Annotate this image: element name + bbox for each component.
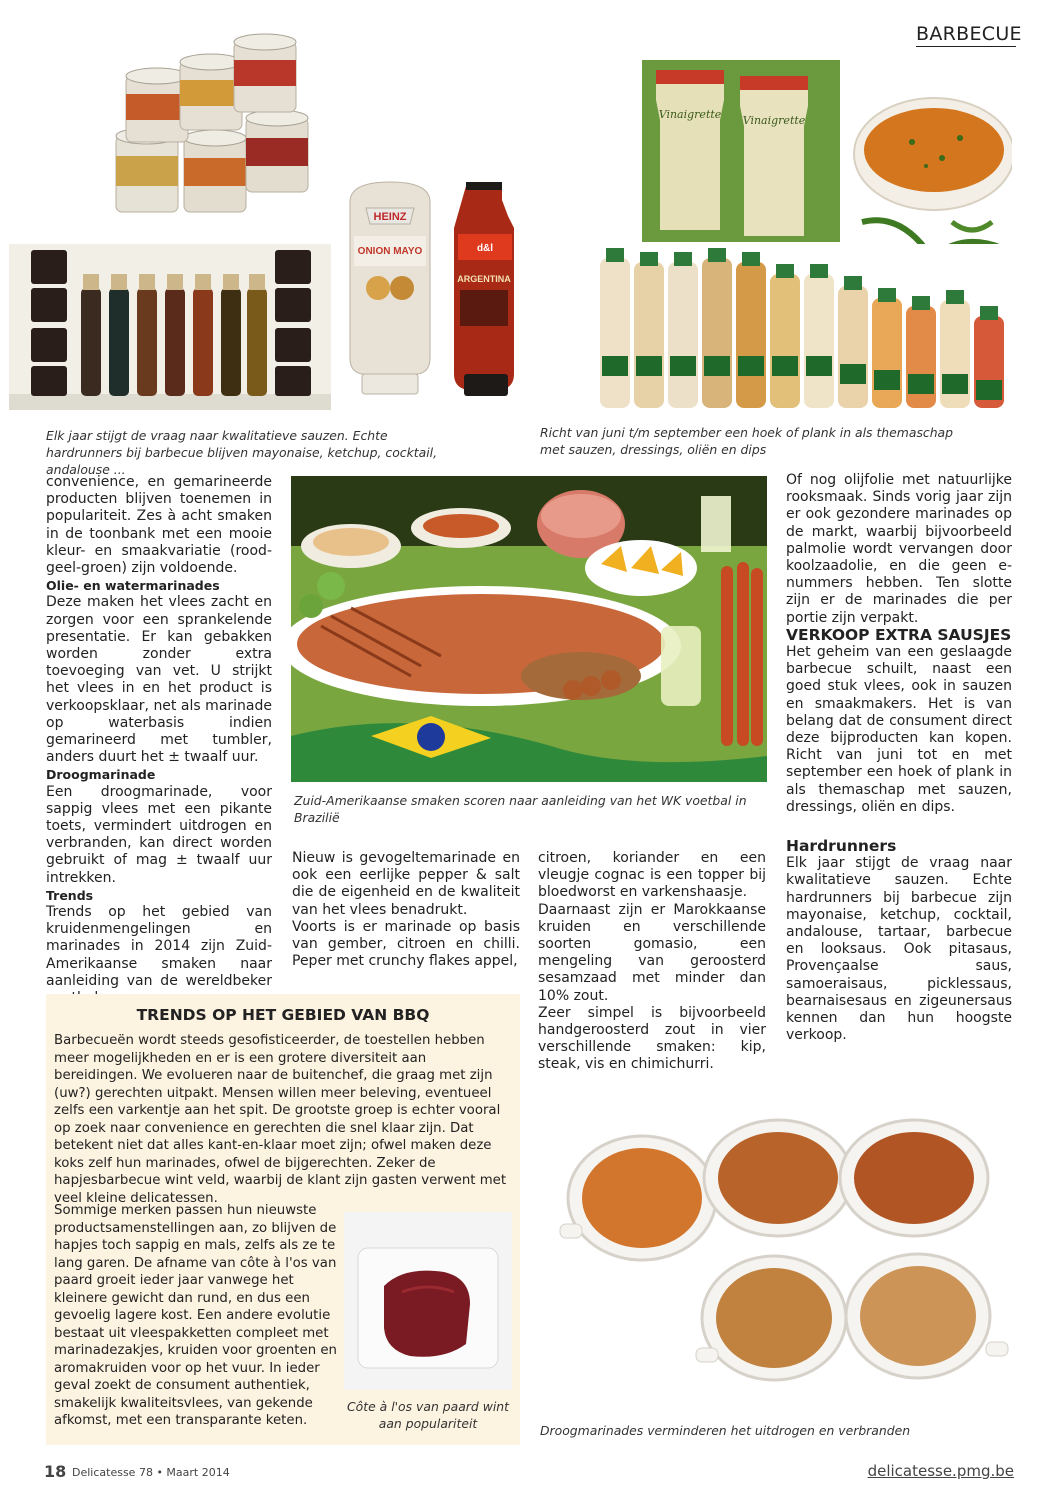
heading-olie-watermarinades: Olie- en watermarinades [46,578,220,594]
col3-paragraph-1: citroen, koriander en een vleugje cognac is een topper bij bloedworst en varkenshaasje. [538,850,766,901]
caption-meat: Côte à l'os van paard wint aan populariteit [347,1399,509,1431]
dl-product: ARGENTINA [457,274,511,284]
caption-spices: Droogmarinades verminderen het uitdrogen en verbranden [540,1423,911,1438]
vinaigrette-illustration [642,60,840,242]
column-2 [292,850,520,970]
heading-droogmarinade: Droogmarinade [46,767,156,783]
trends-box [46,994,520,1445]
photo-heinz-dl [336,178,546,400]
caption-sauces-left: Elk jaar stijgt de vraag naar kwalitatieve sauzen. Echte hardrunners bij barbecue blijven mayonaise, ketchup, cocktail, andalouse ... [46,428,438,477]
col2-paragraph-2: Voorts is er marinade op basis van gember, citroen en chilli. Peper met crunchy flakes appel, [292,918,520,970]
trends-box-paragraph-1: Barbecueën wordt steeds gesofisticeerder, de toestellen hebben meer mogelijkheden en er is een grotere diversiteit aan bereidingen. We evolueren naar de buitenchef, die graag met zijn (uw?) gerechten uitpakt. Mensen willen meer beleving, eventueel zelfs een varkentje aan het spit. De grootste groep is echter vooral op zoek naar convenience en gerechten die snel klaar zijn. Dat betekent niet dat alles kant-en-klaar moet zijn; ofwel maken deze koks zelf hun marinades, ofwel de bijgerechten. Zeker de hapjesbarbecue wint veld, waarbij de klant zijn gasten verwent met veel kleine delicatessen. [54,1033,507,1206]
col3-paragraph-3: Zeer simpel is bijvoorbeeld handgeroosterd zout in vier verschillende smaken: kip, steak, vis en chimichurri. [538,1004,766,1073]
heading-trends: Trends [46,887,94,903]
spices-illustration [558,1112,1012,1418]
photo-dressing-bottles [594,244,1012,416]
photo-horse-meat [344,1212,512,1390]
col1-paragraph-2: Deze maken het vlees zacht en zorgen voor een sprankelende presentatie. Er kan gebakken worden zonder extra toevoeging van vet. U strijkt het vlees in en het product is verkoopsklaar, net als marinade op waterbasis indien gemarineerd met tumbler, anders duurt het ± twaalf uur. [46,594,272,766]
buffet-illustration [291,476,767,782]
col2-paragraph-1: Nieuw is gevogeltemarinade en ook een eerlijke pepper & salt die de eigenheid en de kwaliteit van het vlees benadrukt. [292,850,520,918]
sauce-bottles-illustration [9,244,331,410]
dl-brand: d&l [476,243,494,254]
col1-paragraph-1: convenience, en gemarineerde producten blijven toenemen in populariteit. Zes à acht smaken in de toonbank met een mooie kleur- en smaakvariatie (rood-geel-groen) zijn voldoende. [46,474,272,577]
magazine-issue: Delicatesse 78 • Maart 2014 [72,1466,230,1479]
heinz-product: ONION MAYO [357,246,423,257]
col4-paragraph-1: Of nog olijfolie met natuurlijke rooksmaak. Sinds vorig jaar zijn er ook gezondere marinades op de markt, waarbij bijvoorbeeld palmolie wordt vervangen door koolzaadolie, en die geen e-nummers hebben. Ten slotte zijn er de marinades die per portie zijn verpakt. [786,472,1012,626]
photo-vinaigrette [642,60,840,242]
photo-sauce-bowl [842,62,1012,270]
dressing-bottles-illustration [594,244,1012,416]
tubs-illustration [96,28,320,232]
heinz-brand: HEINZ [373,211,407,223]
photo-sauce-bottles [9,244,331,410]
photo-spices [558,1112,1012,1418]
horse-meat-illustration [344,1212,512,1390]
sauce-bowl-illustration [842,62,1012,270]
caption-sauces-right: Richt van juni t/m september een hoek of plank in als themaschap met sauzen, dressings, oliën en dips [540,425,954,457]
section-title: BARBECUE [916,23,1022,45]
heading-hardrunners: Hardrunners [786,837,897,856]
col1-paragraph-4: Trends op het gebied van kruidenmengelingen en marinades in 2014 zijn Zuid-Amerikaanse smaken naar aanleiding van de wereldbeker [46,904,272,989]
col1-paragraph-3: Een droogmarinade, voor sappig vlees met een pikante toets, vermindert uitdrogen en verbranden, kan direct worden gebruikt of mag ± twaalf uur intrekken. [46,783,272,886]
website-link[interactable]: delicatesse.pmg.be [867,1462,1014,1480]
col3-paragraph-2: Daarnaast zijn er Marokkaanse kruiden en verschillende soorten gomasio, een mengeling van geroosterd sesamzaad met minder dan 10% zout. [538,901,766,1004]
col4-paragraph-3: Elk jaar stijgt de vraag naar kwalitatieve sauzen. Echte hardrunners bij barbecue zijn mayonaise, ketchup, cocktail, andalouse, tartaar, barbecue en looksaus. Ook pitasaus, Provençaalse saus, samoeraisaus, picklessaus, bearnaisesaus en zigeunersaus kennen dan hun hoogste verkoop. [786,855,1012,1044]
trends-box-title: TRENDS OP HET GEBIED VAN BBQ [136,1006,430,1024]
caption-buffet: Zuid-Amerikaanse smaken scoren naar aanleiding van het WK voetbal in Brazilië [294,793,747,825]
vinaigrette-label-2: Vinaigrette [742,114,806,127]
trends-box-paragraph-2: Sommige merken passen hun nieuwste productsamenstellingen aan, zo blijven de hapjes toch sappig en mals, zelfs als ze te lang garen. De afname van côte à l'os van paard groeit ieder jaar vanwege het kleinere gewicht dan rund, en dus een gevoelig lagere kost. Een andere evolutie bestaat uit vleespakketten compleet met marinadezakjes, kruiden voor groenten en aromakruiden voor op het vuur. In ieder geval zoekt de consument authentiek, smakelijk kwaliteitsvlees, van gekende afkomst, met een transparante keten. [54,1203,337,1428]
col4-paragraph-2: Het geheim van een geslaagde barbecue schuilt, naast een goed stuk vlees, ook in sauzen en smaakmakers. Het is van belang dat de consument direct deze bijproducten kan kopen. Richt van juni tot en met september een hoek of plank in als themaschap met sauzen, dressings, oliën en dips. [786,644,1012,815]
page-number: 18 [44,1462,67,1481]
heinz-dl-illustration [336,178,546,400]
heading-verkoop-extra-sausjes: VERKOOP EXTRA SAUSJES [786,625,1012,644]
photo-buffet [291,476,767,782]
column-3 [538,850,766,1074]
vinaigrette-label-1: Vinaigrette [658,108,722,121]
column-1 [46,474,272,1007]
photo-marinade-tubs [96,28,320,232]
column-4 [786,472,1012,1045]
